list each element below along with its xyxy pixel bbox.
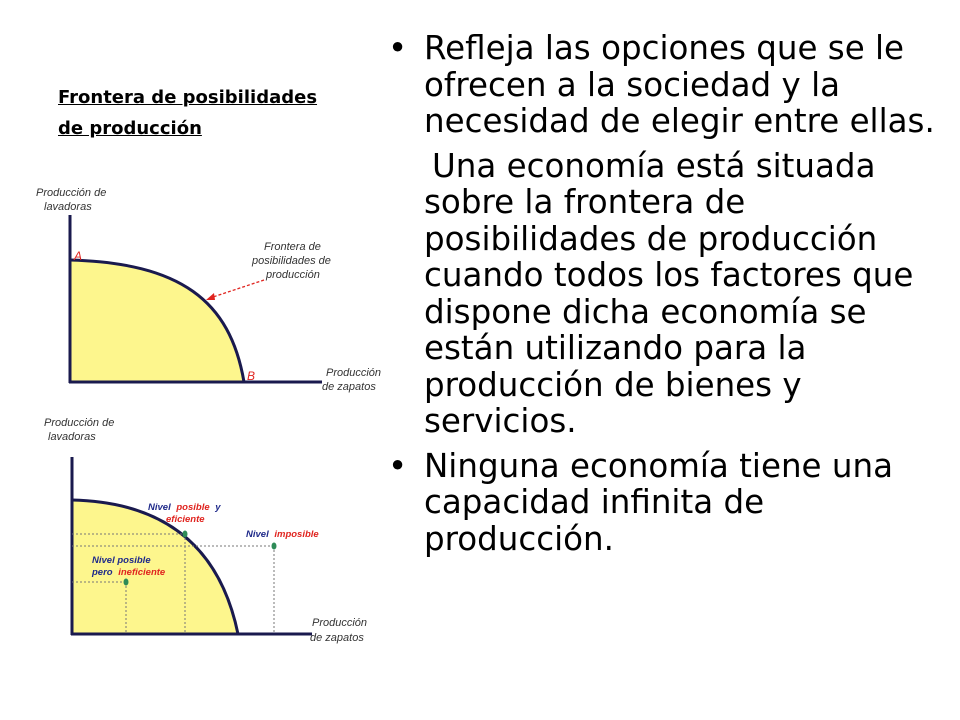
bullet-item-1 bbox=[384, 30, 944, 140]
bullet-text-1: Refleja las opciones que se le ofrecen a la sociedad y la necesidad de elegir entre ellas. bbox=[424, 29, 935, 140]
point-impossible bbox=[272, 543, 277, 550]
label-posible-word-nivel: Nivel bbox=[148, 502, 171, 513]
label-imposible bbox=[246, 529, 319, 540]
label-ineficiente-word-ineficiente: ineficiente bbox=[118, 567, 166, 578]
bullet-marker: • bbox=[388, 446, 408, 485]
bullet-item-2 bbox=[384, 448, 944, 558]
bullet-list bbox=[384, 30, 944, 557]
slide-title-line-1: Frontera de posibilidades bbox=[58, 87, 318, 108]
y-axis-label-line-1: Producción de bbox=[44, 417, 115, 429]
x-axis-label-line-2: de zapatos bbox=[310, 632, 364, 644]
point-inefficient bbox=[124, 579, 129, 586]
label-ineficiente bbox=[91, 567, 166, 578]
label-ineficiente-word-pero: pero bbox=[92, 567, 113, 578]
bullet-text-2: Ninguna economía tiene una capacidad infinita de producción. bbox=[424, 446, 893, 558]
label-posible-eficiente bbox=[148, 502, 221, 513]
label-posible-pero: Nivel posible bbox=[92, 555, 151, 566]
label-posible-word-posible: posible bbox=[176, 502, 210, 513]
slide-title bbox=[58, 82, 358, 144]
annotation-arrow bbox=[210, 280, 264, 298]
frontier-annotation-line-2: posibilidades de bbox=[252, 255, 331, 267]
frontier-annotation-line-1: Frontera de bbox=[264, 241, 321, 253]
y-axis-label-line-2: lavadoras bbox=[48, 431, 96, 443]
label-eficiente: eficiente bbox=[166, 514, 205, 525]
label-imposible-word-nivel: Nivel bbox=[246, 529, 269, 540]
annotation-arrowhead bbox=[206, 293, 215, 300]
x-axis-label-line-1: Producción bbox=[326, 367, 382, 379]
point-a-label: A bbox=[74, 249, 83, 263]
x-axis-label-line-1: Producción bbox=[312, 617, 368, 629]
ppf-area-fill bbox=[70, 260, 244, 382]
bullet-continuation: Una economía está situada sobre la frontera de posibilidades de producción cuando todos los factores que dispone dicha economía se están utilizando para la producción de bienes y servicios. bbox=[424, 146, 914, 440]
y-axis-label-line-2: lavadoras bbox=[44, 201, 92, 213]
frontier-annotation-line-3: producción bbox=[266, 269, 320, 281]
y-axis-label-line-1: Producción de bbox=[36, 187, 107, 199]
x-axis-label-line-2: de zapatos bbox=[322, 381, 376, 393]
point-efficient bbox=[183, 531, 188, 538]
ppf-chart-top bbox=[30, 180, 390, 395]
ppf-chart-bottom bbox=[30, 412, 390, 652]
point-b-label: B bbox=[247, 369, 256, 383]
slide-title-line-2: de producción bbox=[58, 118, 202, 139]
label-posible-word-y: y bbox=[215, 502, 221, 513]
bullet-marker: • bbox=[388, 29, 408, 67]
label-imposible-word-imposible: imposible bbox=[274, 529, 319, 540]
